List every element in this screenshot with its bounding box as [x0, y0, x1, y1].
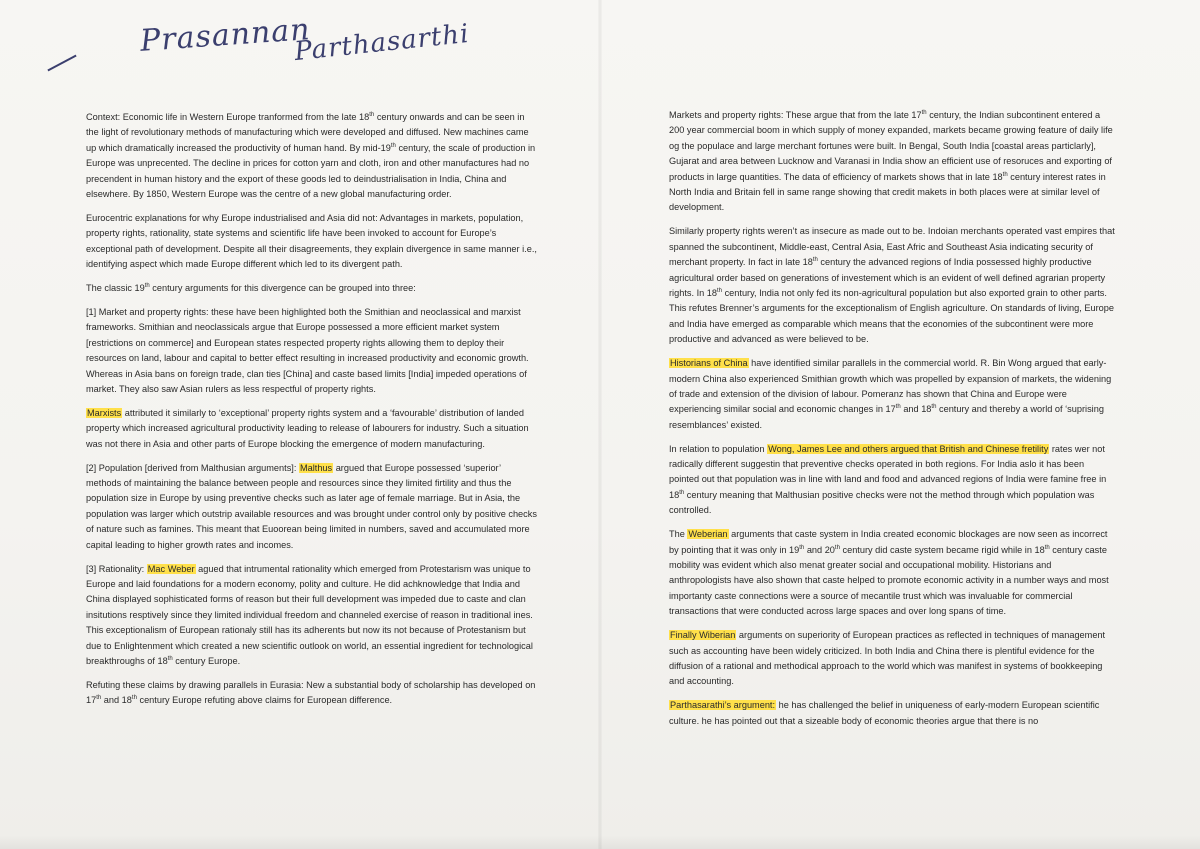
text-run: argued that Europe possessed ‘superior’ methods of maintaining the balance between people and resources since they limited firtility and thus the population size in Europe by using preventive checks such as later age of female marriage. But in Asia, the population was larger which outstrip available resources and was brought under control only by positive checks of nature such as famines. This meant that Euoorean being limited in numbers, saved and accumulated more capital leading to higher growth rates and incomes.: [86, 462, 537, 550]
ordinal-suffix: th: [895, 404, 901, 411]
text-run: century Europe.: [172, 656, 241, 666]
text-run: Context: Economic life in Western Europe tranformed from the late 18: [86, 112, 370, 122]
ordinal-suffix: th: [799, 544, 805, 551]
scan-bottom-edge: [0, 835, 1200, 849]
ordinal-suffix: th: [369, 111, 375, 118]
text-run: arguments that caste system in India created economic blockages are now seen as incorrect by pointing that it was only in 19: [669, 529, 1108, 555]
paragraph-population: [86, 461, 538, 553]
left-column: [86, 110, 538, 717]
ordinal-suffix: th: [812, 257, 818, 264]
text-run: century, the Indian subcontinent entered a 200 year commercial boom in which supply of money expanded, markets became growing feature of daily life og the populace and large merchant fortunes were built. In Bengal, South India [coastal areas particlarly], Gujarat and area between Lucknow and Varanasi in India show an efficient use of resoruces and exporting of products in large quantities. The data of efficiency of markets shows that in late 18: [669, 110, 1113, 182]
ordinal-suffix: th: [1044, 544, 1050, 551]
text-run: agued that intrumental rationality which emerged from Protestarism was unique to Europe and laid foundations for a modern economy, polity and culture. He did achknowledge that India and China displayed sophisticated forms of reason but their full development was impeded due to caste and clan insitutions resptively since they limited individual freedom and channeled exercise of reason in traditional ines. This exceptionalism of European rationaly still has its adherents but now its not because of Protestanism but due to Enlightenment which created a new scientific outlook on world, an essential ingredient for technological breakthroughs of 18: [86, 563, 533, 666]
ordinal-suffix: th: [679, 489, 685, 496]
ordinal-suffix: th: [167, 655, 173, 662]
text-run: The classic 19: [86, 283, 145, 294]
paragraph-historians-china: [669, 356, 1115, 433]
ordinal-suffix: th: [1002, 171, 1008, 178]
ordinal-suffix: th: [144, 283, 150, 289]
highlighted-phrase: Malthus: [299, 462, 333, 473]
text-run: Eurocentric explanations for why Europe industrialised and Asia did not: Advantages in markets, population, property rights, rationality, state systems and scientific life have been invoked to account for Europe’s exceptional path of development. Despite all their disagreements, they explain divergence in same manner i.e., identifying aspect which made Europe different which led to its divergent path.: [86, 212, 537, 270]
text-run: The: [669, 529, 688, 540]
handwritten-first-name: Prasannan: [138, 12, 312, 59]
ordinal-suffix: th: [131, 695, 137, 702]
paragraph-marxists: [86, 406, 538, 452]
ordinal-suffix: th: [96, 695, 102, 702]
text-run: century and thereby a world of ‘suprising resemblances’ existed.: [669, 404, 1104, 430]
text-run: century interest rates in North India and Britain fell in same range showing that credit makets in both places were at similar level of development.: [669, 171, 1106, 213]
highlighted-phrase: Parthasarathi’s argument:: [670, 700, 776, 711]
text-run: century the advanced regions of India possessed highly productive agricultural order based on generations of investement which is an evident of well defined agrarian property rights. In 18: [669, 257, 1106, 298]
highlighted-phrase: Wong, James Lee and others argued that British and Chinese fretility: [768, 443, 1049, 454]
ordinal-suffix: th: [834, 544, 840, 551]
ordinal-suffix: th: [931, 404, 937, 411]
text-run: century did caste system became rigid while in 18: [839, 544, 1045, 555]
paragraph-parthasarathi: [669, 698, 1115, 729]
paragraph-wiberian: [669, 628, 1115, 690]
text-run: and 18: [101, 695, 132, 706]
paragraph-classic-arguments: [86, 281, 538, 296]
text-run: century, the scale of production in Europe was unprecented. The decline in prices for cotton yarn and cloth, iron and other manufactures had no precendent in human history and the export of these goods led to deindustrialisation in India, China and elsewhere. By 1850, Western Europe was the centre of a new global manufacturing order.: [86, 142, 536, 200]
highlighted-phrase: Mac Weber: [147, 563, 195, 574]
text-run: century onwards and can be seen in the light of revolutionary methods of manufacturing which were developed and diffused. New machines came up which dramatically increased the productivity of human hand. By mid-19: [86, 112, 529, 153]
ordinal-suffix: th: [921, 109, 927, 116]
text-run: Refuting these claims by drawing parallels in Eurasia: New a substantial body of scholarship has developed on 17: [86, 679, 536, 706]
paragraph-eurocentric: [86, 211, 538, 273]
paragraph-property-rights: [669, 224, 1115, 347]
paragraph-rationality: [86, 562, 538, 670]
paragraph-market-property: [86, 305, 538, 397]
paragraph-population-relation: [669, 442, 1115, 519]
text-run: century meaning that Malthusian positive checks were not the method through which population was controlled.: [669, 489, 1095, 516]
text-run: arguments on superiority of European practices as reflected in techniques of management such as accounting have been widely criticized. In both India and China there is plentiful evidence for the diffusion of a rational and methodical approach to the world which was manifest in systems of bookkeeping and accounting.: [669, 630, 1106, 687]
text-run: and 18: [900, 404, 932, 415]
highlighted-phrase: Marxists: [87, 407, 122, 418]
paragraph-refuting: [86, 678, 538, 709]
text-run: and 20: [804, 544, 835, 555]
text-run: Markets and property rights: These argue that from the late 17: [669, 110, 922, 120]
text-run: have identified similar parallels in the commercial world. R. Bin Wong argued that early-modern China also experienced Smithian growth which was propelled by expansion of markets, the widening of trade and extension of the division of labour. Pomeranz has shown that China and Europe were experiencing similar social and economic changes in 17: [669, 358, 1112, 415]
ordinal-suffix: th: [717, 287, 723, 294]
text-run: rates wer not radically different suggestin that preventive checks operated in both regions. For India aslo it has been pointed out that population was in line with land and food and advanced regions of India were famine free in 18: [669, 443, 1107, 500]
text-run: [1] Market and property rights: these have been highlighted both the Smithian and neoclassical and marxist frameworks. Smithian and neoclassicals argue that Europe possessed a more efficient market system [restrictions on commerce] and European states respected property rights allowing them to deploy their resources on land, labour and capital to better effect resulting in increased productivity and economic growth. Whereas in Asia bans on foreign trade, clan ties [China] and caste based limits [India] impeded operations of market. They also saw Asian rulers as less respectful of property rights.: [86, 306, 529, 394]
paragraph-weberian: [669, 527, 1115, 619]
ordinal-suffix: th: [390, 142, 396, 149]
paragraph-markets-property-rights: [669, 108, 1115, 216]
highlighted-phrase: Historians of China: [670, 358, 748, 369]
handwritten-last-name: Parthasarthi: [292, 18, 471, 68]
page-fold: [598, 0, 602, 849]
text-run: In relation to population: [669, 443, 768, 454]
right-column: [669, 108, 1115, 738]
text-run: attributed it similarly to ‘exceptional’ property rights system and a ‘favourable’ distribution of landed property which increased agricultural productivity leading to release of labourers for industry. Such a situation was not there in Asia and other parts of Europe blocking the emergence of modern manufacturing.: [86, 407, 529, 449]
highlighted-phrase: Weberian: [688, 529, 728, 540]
text-run: [2] Population [derived from Malthusian arguments]:: [86, 462, 299, 473]
text-run: century Europe refuting above claims for European difference.: [136, 695, 393, 706]
text-run: he has challenged the belief in uniqueness of early-modern European scientific culture. he has pointed out that a sizeable body of economic theories argue that there is no: [669, 700, 1100, 726]
text-run: Similarly property rights weren’t as insecure as made out to be. Indoian merchants operated vast empires that spanned the subcontinent, Middle-east, Central Asia, East Afric and Southeast Asia indicating security of merchant property. In fact in late 18: [669, 226, 1115, 268]
text-run: century arguments for this divergence can be grouped into three:: [149, 283, 416, 294]
text-run: century caste mobility was evident which also menat greater social and occupational mobility. Historians and anthropologists have also shown that caste helped to promote economic activity in a number ways and most importanty caste connections were a source of mecantile trust which was invaluable for commercial transactions that were conducted across large spaces and over long spans of time.: [669, 544, 1109, 617]
highlighted-phrase: Finally Wiberian: [670, 630, 736, 641]
paragraph-context: [86, 110, 538, 202]
text-run: century, India not only fed its non-agricultural population but also exported grain to other parts. This refutes Brenner’s arguments for the exceptionalism of English agriculture. On standards of living, Europe and India have emerged as comparable which means that the economies of the subcontinent were more productive and advanced as were believed to be.: [669, 287, 1114, 345]
text-run: [3] Rationality:: [86, 563, 147, 574]
pen-tick-mark: [47, 55, 76, 72]
